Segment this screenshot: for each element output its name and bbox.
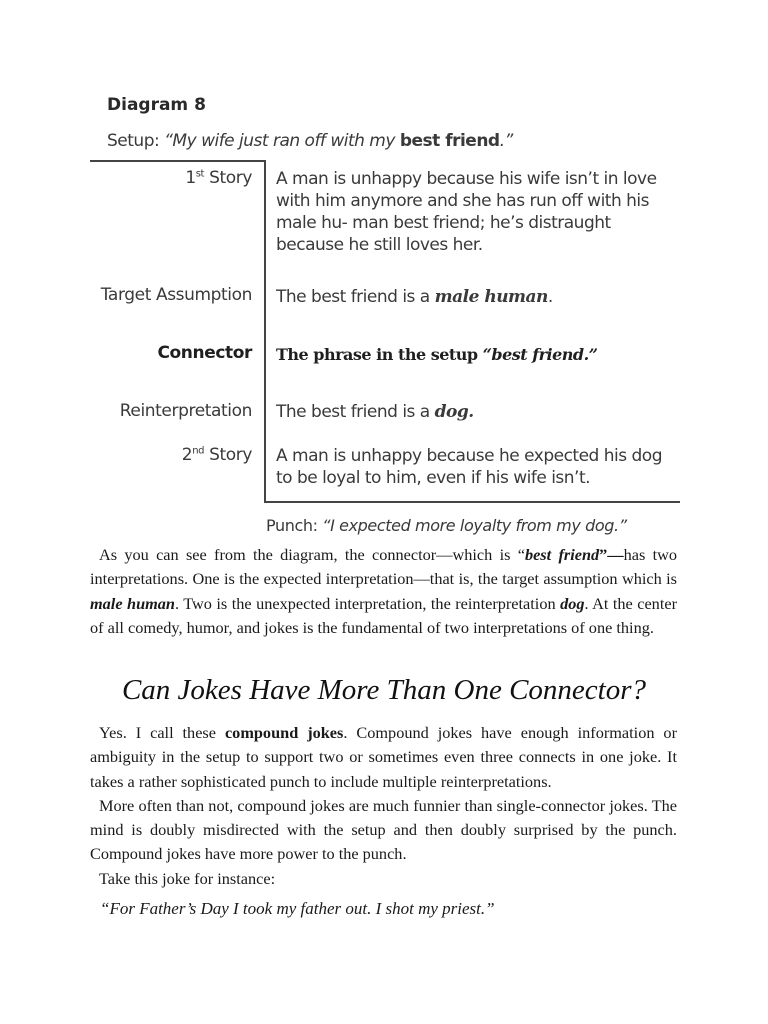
label-second-story: [182, 445, 252, 465]
label-second-story-sup: nd: [192, 445, 205, 457]
diagram-figure: [90, 88, 680, 538]
text-connector: [276, 344, 681, 366]
punch-prefix: Punch:: [266, 516, 323, 535]
diagram-top-rule: [90, 160, 266, 162]
para2-compound-jokes: compound jokes: [224, 723, 344, 742]
label-connector: Connector: [157, 343, 252, 363]
target-text-end: .: [547, 287, 553, 307]
label-first-story-sup: st: [195, 168, 205, 180]
setup-quote-start: “My wife just ran off with my: [164, 131, 400, 151]
setup-quote-bold: best friend: [399, 131, 500, 151]
section-body: [90, 721, 677, 891]
label-target-assumption: Target Assumption: [100, 285, 252, 305]
para1-closing-quote: ”—: [599, 545, 624, 564]
para1-text-d: has two interpretations. One is the expected interpretation—that is, the target assumption which is: [90, 545, 677, 589]
paragraph-3: More often than not, compound jokes are much funnier than single-connector jokes. The mind is doubly misdirected with the setup and then doubly surprised by the punch. Compound jokes have more power to the punch.: [90, 795, 677, 864]
paragraph-2: [90, 721, 677, 794]
para1-dog: dog: [560, 593, 585, 613]
target-text-start: The best friend is a: [276, 287, 435, 307]
para1-text-a: As you can see from the diagram, the connector—which is “: [99, 545, 525, 564]
para2-text-c: . Compound jokes have enough information or ambiguity in the setup to support two or sometimes even three connects in one joke. It takes a rather sophisticated punch to include multiple reinterpretations.: [90, 723, 677, 791]
para1-male-human: male human: [90, 593, 175, 613]
diagram-setup: [107, 131, 513, 151]
joke-quote: “For Father’s Day I took my father out. I shot my priest.”: [100, 899, 495, 918]
label-second-story-num: 2: [181, 445, 193, 465]
text-reinterpretation: [276, 401, 681, 423]
label-first-story: [185, 168, 252, 188]
diagram-punch: [266, 516, 627, 535]
connector-text-start: The phrase in the setup: [276, 345, 483, 364]
para2-text-a: Yes. I call these: [99, 723, 225, 742]
paragraph-diagram-explanation: [90, 543, 677, 640]
text-first-story: A man is unhappy because his wife isn’t in love with him anymore and she has run off with his male hu- man best friend; he’s distraught because he still loves her.: [276, 169, 657, 255]
para1-best-friend: best friend: [524, 545, 600, 564]
label-second-story-tail: Story: [204, 445, 252, 465]
label-first-story-num: 1: [185, 168, 196, 188]
reinterpretation-text-bold: dog.: [434, 402, 474, 422]
para1-text-f: . Two is the unexpected interpretation, the reinterpretation: [175, 593, 561, 613]
section-heading: Can Jokes Have More Than One Connector?: [121, 674, 647, 706]
punch-quote: “I expected more loyalty from my dog.”: [322, 516, 627, 535]
paragraph-4: Take this joke for instance:: [99, 868, 276, 888]
setup-quote-end: .”: [499, 131, 513, 151]
text-target-assumption: [276, 286, 681, 308]
connector-text-italic: “best friend.”: [482, 345, 598, 364]
paragraph-1: [90, 543, 677, 640]
text-second-story: A man is unhappy because he expected his dog to be loyal to him, even if his wife isn’t.: [276, 446, 662, 488]
diagram-vertical-rule: [264, 160, 266, 503]
label-reinterpretation: Reinterpretation: [119, 401, 252, 421]
diagram-title: Diagram 8: [107, 95, 206, 115]
para1-text-h: . At the center of all comedy, humor, and jokes is the fundamental of two interpretations of one thing.: [90, 593, 677, 637]
target-text-bold: male human: [434, 287, 548, 307]
label-first-story-tail: Story: [204, 168, 252, 188]
reinterpretation-text-start: The best friend is a: [276, 402, 435, 422]
diagram-bottom-rule: [265, 501, 680, 503]
setup-prefix: Setup:: [107, 131, 165, 151]
